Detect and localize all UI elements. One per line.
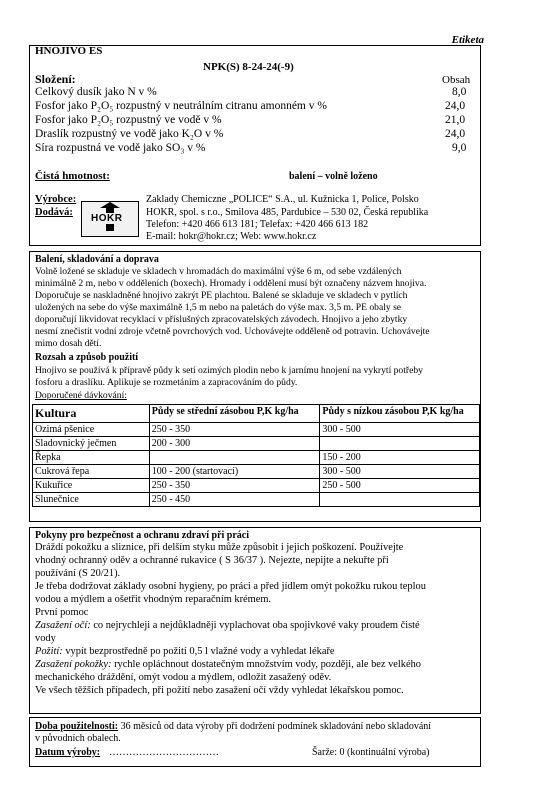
table-cell: 100 - 200 (startovací): [149, 465, 320, 479]
net-weight-value: balení – volně loženo: [289, 171, 378, 182]
table-cell: 250 - 350: [149, 423, 320, 437]
table-cell: [320, 493, 480, 507]
first-aid-line: [35, 620, 420, 632]
first-aid-label: Požití:: [35, 646, 63, 657]
net-weight-label: Čistá hmotnost:: [35, 170, 110, 182]
composition-row-value: 24,0: [445, 128, 466, 140]
table-cell: 250 - 450: [149, 493, 320, 507]
usage-line: fosforu a draslíku. Aplikuje se rozmetáním a zapracováním do půdy.: [35, 377, 298, 388]
dose-label: Doporučené dávkování:: [35, 390, 127, 401]
shelf-life-label: Doba použitelnosti:: [35, 721, 119, 732]
table-cell: Kukuřice: [33, 479, 150, 493]
table-cell: 300 - 500: [320, 423, 480, 437]
supplier-label: Dodává:: [35, 207, 73, 218]
storage-line: Volně ložené se skladuje ve skladech v hromadách do maximální výše 6 m, od sebe vzdálených: [35, 266, 402, 277]
hokr-logo: [81, 201, 139, 237]
storage-line: doporučují likvidovat recyklací v příslušných zpracovatelských závodech. Hnojivo a jeho zbytky: [35, 314, 408, 325]
producer-label: Výrobce:: [35, 194, 77, 205]
production-date-label: Datum výroby:: [35, 747, 101, 758]
safety-line: používání (S 20/21).: [35, 568, 121, 579]
first-aid-text: rychle opláchnout dostatečným množstvím vody, později, ale bez velkého: [114, 659, 422, 670]
table-row: [33, 465, 480, 479]
table-row: [33, 437, 480, 451]
first-aid-line: [35, 646, 335, 658]
supplier-line: Telefon: +420 466 613 181; Telefax: +420 466 613 182: [146, 219, 369, 230]
composition-row-label: Fosfor jako P₂O₅ rozpustný ve vodě v %: [35, 114, 222, 126]
first-aid-line: mechanického dráždění, omýt vodou a mýdlem, odložit zasažený oděv.: [35, 672, 332, 683]
composition-row-label: Síra rozpustná ve vodě jako SO₃ v %: [35, 142, 206, 154]
table-cell: Ozimá pšenice: [33, 423, 150, 437]
safety-line: vodou a mýdlem a ošetřit vhodným reparačním krémem.: [35, 594, 272, 605]
table-row: [33, 479, 480, 493]
supplier-line: HOKR, spol. s r.o., Smilova 485, Pardubice – 530 02, Česká republika: [146, 207, 429, 218]
storage-heading: Balení, skladování a doprava: [35, 254, 159, 265]
table-header-cell: Půdy s nízkou zásobou P,K kg/ha: [320, 405, 480, 423]
content-header: Obsah: [442, 74, 471, 86]
table-cell: Sladovnický ječmen: [33, 437, 150, 451]
first-aid-text: co nejrychleji a nejdůkladněji vyplachovat oba spojivkové vaky proudem čisté: [93, 620, 420, 631]
first-aid-label: Zasažení očí:: [35, 620, 91, 631]
table-cell: 250 - 350: [149, 479, 320, 493]
safety-line: Dráždí pokožku a sliznice, při delším styku může způsobit i jejich poškození. Používejte: [35, 542, 404, 553]
usage-heading: Rozsah a způsob použití: [35, 352, 139, 363]
logo-text: HOKR: [91, 213, 123, 224]
shelf-life-text-2: v původních obalech.: [35, 733, 121, 744]
table-cell: 150 - 200: [320, 451, 480, 465]
composition-row-label: Draslík rozpustný ve vodě jako K₂O v %: [35, 128, 224, 140]
product-formula: NPK(S) 8-24-24(-9): [203, 61, 294, 73]
storage-line: uložených na sebe do výše maximálně 1,5 m nebo na paletách do výše max. 3,5 m. PE obaly se: [35, 302, 402, 313]
product-title: HNOJIVO ES: [35, 45, 103, 57]
table-row: [33, 493, 480, 507]
table-cell: Řepka: [33, 451, 150, 465]
composition-row-label: Celkový dusík jako N v %: [35, 86, 157, 98]
shelf-life-text: 36 měsíců od data výroby při dodržení podmínek skladování nebo skladování: [120, 721, 432, 732]
storage-line: mimo dosah dětí.: [35, 338, 102, 349]
first-aid-text: vypít bezprostředně po požití 0,5 l vlažné vody a vyhledat lékaře: [65, 646, 335, 657]
composition-heading: Složení:: [35, 72, 76, 86]
composition-row-value: 9,0: [452, 142, 467, 154]
safety-heading: Pokyny pro bezpečnost a ochranu zdraví při práci: [35, 530, 249, 541]
production-date-value: ……………………………: [109, 747, 219, 758]
storage-line: Doporučuje se naskladněné hnojivo zakrýt PE plachtou. Balené se skladuje ve skladech v pytlích: [35, 290, 408, 301]
table-header-cell: Půdy se střední zásobou P,K kg/ha: [149, 405, 320, 423]
table-cell: Slunečnice: [33, 493, 150, 507]
first-aid-line: vody: [35, 633, 56, 644]
safety-line: Je třeba dodržovat základy osobní hygieny, po práci a před jídlem omýt pokožku rukou teplou: [35, 581, 426, 592]
first-aid-line: Ve všech těžších případech, při požití nebo zasažení očí vždy vyhledat lékařskou pomoc.: [35, 685, 404, 696]
first-aid-heading: První pomoc: [35, 607, 89, 618]
table-cell: 250 - 500: [320, 479, 480, 493]
table-row: [33, 423, 480, 437]
table-cell: Cukrová řepa: [33, 465, 150, 479]
table-cell: [149, 451, 320, 465]
composition-row-value: 21,0: [445, 114, 466, 126]
first-aid-line: [35, 659, 421, 671]
table-cell: [320, 437, 480, 451]
table-header-cell: Kultura: [33, 405, 150, 423]
storage-line: nesmí znečistit vodní zdroje včetně povrchových vod. Uchovávejte odděleně od potravin. Uchovávejte: [35, 326, 430, 337]
table-row: [33, 451, 480, 465]
document-type-label: Etiketa: [451, 34, 484, 46]
composition-row-value: 8,0: [452, 86, 467, 98]
usage-line: Hnojivo se používá k přípravě půdy k setí ozimých plodin nebo k jarnímu hnojení na vykrytí potřeby: [35, 365, 423, 376]
composition-row-label: Fosfor jako P₂O₅ rozpustný v neutrálním citranu amonném v %: [35, 100, 327, 112]
table-cell: 300 - 500: [320, 465, 480, 479]
supplier-line: E-mail: hokr@hokr.cz; Web: www.hokr.cz: [146, 231, 317, 242]
storage-line: minimálně 2 m, nebo v odděleních (boxech). Hromady i oddělení musí být označeny názvem hnojiva.: [35, 278, 427, 289]
safety-line: vhodný ochranný oděv a ochranné rukavice ( S 36/37 ). Nejezte, nepijte a nekuřte při: [35, 555, 389, 566]
producer-value: Zaklady Chemiczne „POLICE“ S.A., ul. Kužnicka 1, Police, Polsko: [146, 194, 419, 205]
dose-table: [32, 404, 480, 507]
composition-row-value: 24,0: [445, 100, 466, 112]
first-aid-label: Zasažení pokožky:: [35, 659, 112, 670]
table-header-row: [33, 405, 480, 423]
batch-text: Šarže: 0 (kontinuální výroba): [312, 747, 430, 758]
table-cell: 200 - 300: [149, 437, 320, 451]
